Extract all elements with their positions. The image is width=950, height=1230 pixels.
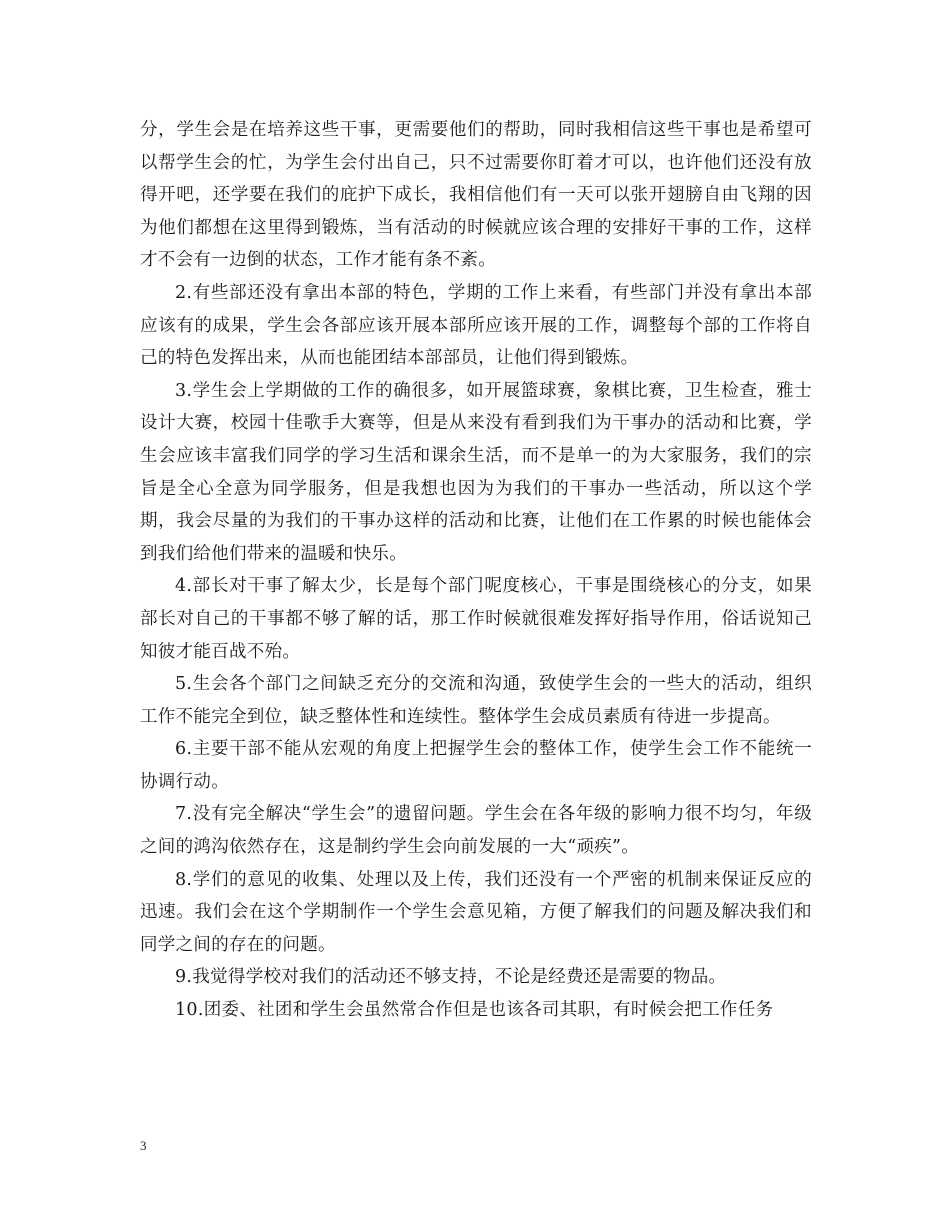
- paragraph-5: 5.生会各个部门之间缺乏充分的交流和沟通，致使学生会的一些大的活动，组织工作不能完全到位，缺乏整体性和连续性。整体学生会成员素质有待进一步提高。: [140, 674, 812, 727]
- paragraph-10: 10.团委、社团和学生会虽然常合作但是也该各司其职，有时候会把工作任务: [175, 1000, 774, 1021]
- paragraph-3: 3.学生会上学期做的工作的确很多，如开展篮球赛，象棋比赛，卫生检查，雅士设计大赛，校园十佳歌手大赛等，但是从来没有看到我们为干事办的活动和比赛，学生会应该丰富我们同学的学习生活和课余生活，而不是单一的为大家服务，我们的宗旨是全心全意为同学服务，但是我想也因为为我们的干事办一些活动，所以这个学期，我会尽量的为我们的干事办这样的活动和比赛，让他们在工作累的时候也能体会到我们给他们带来的温暖和快乐。: [140, 380, 812, 564]
- paragraph-1: 分，学生会是在培养这些干事，更需要他们的帮助，同时我相信这些干事也是希望可以帮学生会的忙，为学生会付出自己，只不过需要你盯着才可以，也许他们还没有放得开吧，还学要在我们的庇护下成长，我相信他们有一天可以张开翅膀自由飞翔的因为他们都想在这里得到锻炼，当有活动的时候就应该合理的安排好干事的工作，这样才不会有一边倒的状态，工作才能有条不紊。: [140, 120, 812, 271]
- paragraph-8: 8.学们的意见的收集、处理以及上传，我们还没有一个严密的机制来保证反应的迅速。我们会在这个学期制作一个学生会意见箱，方便了解我们的问题及解决我们和同学之间的存在的问题。: [140, 869, 812, 955]
- paragraph-4: 4.部长对干事了解太少，长是每个部门呢度核心，干事是围绕核心的分支，如果部长对自己的干事都不够了解的话，那工作时候就很难发挥好指导作用，俗话说知己知彼才能百战不殆。: [140, 576, 812, 662]
- document-body: [140, 114, 812, 1027]
- paragraph-9: 9.我觉得学校对我们的活动还不够支持，不论是经费还是需要的物品。: [175, 967, 727, 988]
- paragraph-6: 6.主要干部不能从宏观的角度上把握学生会的整体工作，使学生会工作不能统一协调行动。: [140, 739, 812, 792]
- page-number: 3: [140, 1138, 147, 1153]
- paragraph-7: 7.没有完全解决“学生会”的遗留问题。学生会在各年级的影响力很不均匀，年级之间的鸿沟依然存在，这是制约学生会向前发展的一大“顽疾”。: [140, 804, 812, 858]
- paragraph-2: 2.有些部还没有拿出本部的特色，学期的工作上来看，有些部门并没有拿出本部应该有的成果，学生会各部应该开展本部所应该开展的工作，调整每个部的工作将自己的特色发挥出来，从而也能团结本部部员，让他们得到锻炼。: [140, 282, 812, 369]
